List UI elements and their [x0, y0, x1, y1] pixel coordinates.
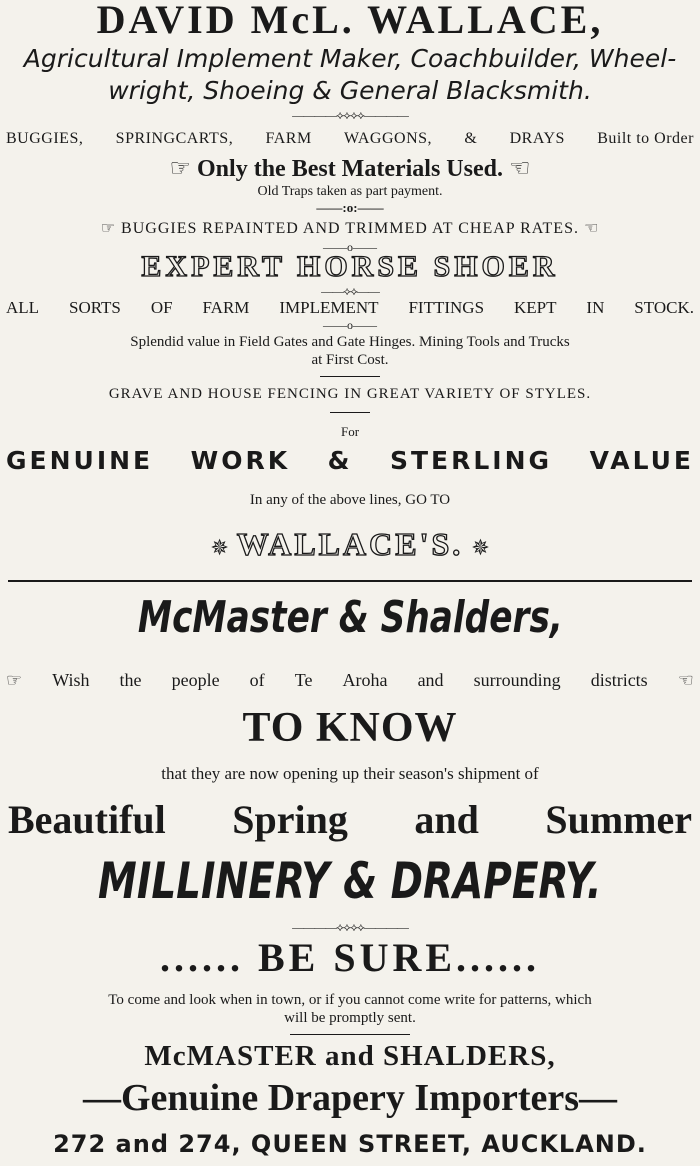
flourish-divider: ——⟡⟡——: [321, 284, 379, 298]
wallace-fencing-line: GRAVE AND HOUSE FENCING IN GREAT VARIETY OF STYLES.: [108, 386, 592, 402]
mcmaster-to-know: TO KNOW: [242, 705, 458, 751]
wish-word: Aroha: [342, 670, 388, 690]
fittings-word: OF: [150, 298, 173, 317]
wallace-fittings-line: [0, 298, 700, 318]
spring-word: Spring: [232, 797, 348, 842]
spring-word: Summer: [545, 797, 692, 842]
built-word: BUGGIES,: [6, 130, 84, 147]
mcmaster-spring-line: [0, 796, 700, 843]
pointing-hand-right-icon: ☞: [6, 670, 23, 691]
mcmaster-millinery: [0, 852, 700, 910]
pointing-hand-right-icon: ☞: [100, 218, 117, 237]
fittings-word: IN: [586, 298, 605, 317]
genuine-word: &: [327, 446, 353, 475]
built-word: SPRINGCARTS,: [115, 130, 234, 147]
mcmaster-be-sure: ...... BE SURE......: [159, 935, 541, 980]
star-icon: ✵: [471, 536, 490, 561]
spring-word: and: [414, 797, 479, 842]
separator-o: ——o——: [323, 240, 377, 254]
genuine-word: WORK: [190, 446, 291, 475]
wallace-trade-line-2: wright, Shoeing & General Blacksmith.: [108, 76, 592, 105]
wish-word: districts: [590, 670, 648, 690]
built-word: DRAYS: [509, 130, 565, 147]
separator-colon: ——:o:——: [316, 200, 384, 215]
built-word: FARM: [265, 130, 312, 147]
pointing-hand-left-icon: ☜: [677, 670, 694, 691]
genuine-word: VALUE: [589, 446, 694, 475]
pointing-hand-left-icon: ☜: [583, 218, 600, 237]
wallace-built-line: [0, 130, 700, 148]
mcmaster-come-line-1: To come and look when in town, or if you cannot come write for patterns, which: [108, 992, 592, 1008]
repainted-text: BUGGIES REPAINTED AND TRIMMED AT CHEAP RATES.: [121, 220, 579, 237]
wallace-genuine-line: [0, 446, 700, 475]
genuine-word: STERLING: [389, 446, 553, 475]
built-word: WAGGONS,: [344, 130, 433, 147]
fittings-word: STOCK.: [634, 298, 694, 317]
mcmaster-importers: —Genuine Drapery Importers—: [82, 1077, 618, 1119]
wallace-name: DAVID McL. WALLACE,: [96, 0, 604, 42]
fittings-word: IMPLEMENT: [279, 298, 379, 317]
wallaces-text: WALLACE'S.: [236, 526, 464, 562]
advertisement-divider: [8, 580, 692, 582]
mcmaster-title: [0, 592, 700, 643]
wish-word: the: [119, 670, 142, 690]
built-word: &: [464, 130, 478, 147]
pointing-hand-right-icon: ☞: [169, 154, 192, 182]
wallace-materials-line: [0, 154, 700, 183]
fittings-word: KEPT: [513, 298, 557, 317]
mcmaster-title-text: McMaster & Shalders,: [137, 592, 563, 643]
wallace-splendid-line-2: at First Cost.: [311, 352, 389, 368]
fittings-word: SORTS: [68, 298, 121, 317]
wallace-for-label: For: [340, 424, 360, 439]
mcmaster-names: McMASTER and SHALDERS,: [144, 1040, 556, 1072]
spring-word: Beautiful: [8, 797, 166, 842]
mcmaster-opening-line: that they are now opening up their season's shipment of: [161, 764, 539, 783]
mcmaster-wish-line: [0, 670, 700, 691]
wallace-repainted-line: [0, 218, 700, 238]
wallace-any-lines: In any of the above lines, GO TO: [249, 492, 451, 508]
wish-word: and: [417, 670, 444, 690]
wallace-trade-line-1: Agricultural Implement Maker, Coachbuilder, Wheel-: [23, 44, 677, 73]
wish-word: Wish: [52, 670, 90, 690]
wish-word: surrounding: [473, 670, 561, 690]
separator-o: ——o——: [323, 318, 377, 332]
wish-word: of: [249, 670, 265, 690]
millinery-text: MILLINERY & DRAPERY.: [98, 852, 602, 910]
mcmaster-address: 272 and 274, QUEEN STREET, AUCKLAND.: [53, 1130, 647, 1158]
short-rule: [290, 1034, 410, 1035]
short-rule: [320, 376, 380, 377]
flourish-divider: ————⟡⟡⟡⟡————: [292, 920, 408, 934]
wallace-splendid-line-1: Splendid value in Field Gates and Gate Hinges. Mining Tools and Trucks: [130, 334, 570, 350]
short-rule: [330, 412, 370, 413]
mcmaster-come-line-2: will be promptly sent.: [284, 1010, 416, 1026]
wish-word: people: [171, 670, 220, 690]
wish-word: Te: [294, 670, 313, 690]
star-icon: ✵: [210, 536, 229, 561]
fittings-word: FITTINGS: [408, 298, 485, 317]
fittings-word: FARM: [202, 298, 250, 317]
wallace-go-to-line: [0, 526, 700, 563]
pointing-hand-left-icon: ☜: [508, 154, 531, 182]
wallace-horse-shoer: EXPERT HORSE SHOER: [141, 250, 559, 283]
wallace-old-traps: Old Traps taken as part payment.: [257, 184, 443, 199]
fittings-word: ALL: [6, 298, 40, 317]
materials-text: Only the Best Materials Used.: [197, 156, 503, 182]
flourish-divider: ————⟡⟡⟡⟡————: [292, 108, 408, 122]
built-word: Built to Order: [597, 130, 694, 147]
genuine-word: GENUINE: [6, 446, 154, 475]
